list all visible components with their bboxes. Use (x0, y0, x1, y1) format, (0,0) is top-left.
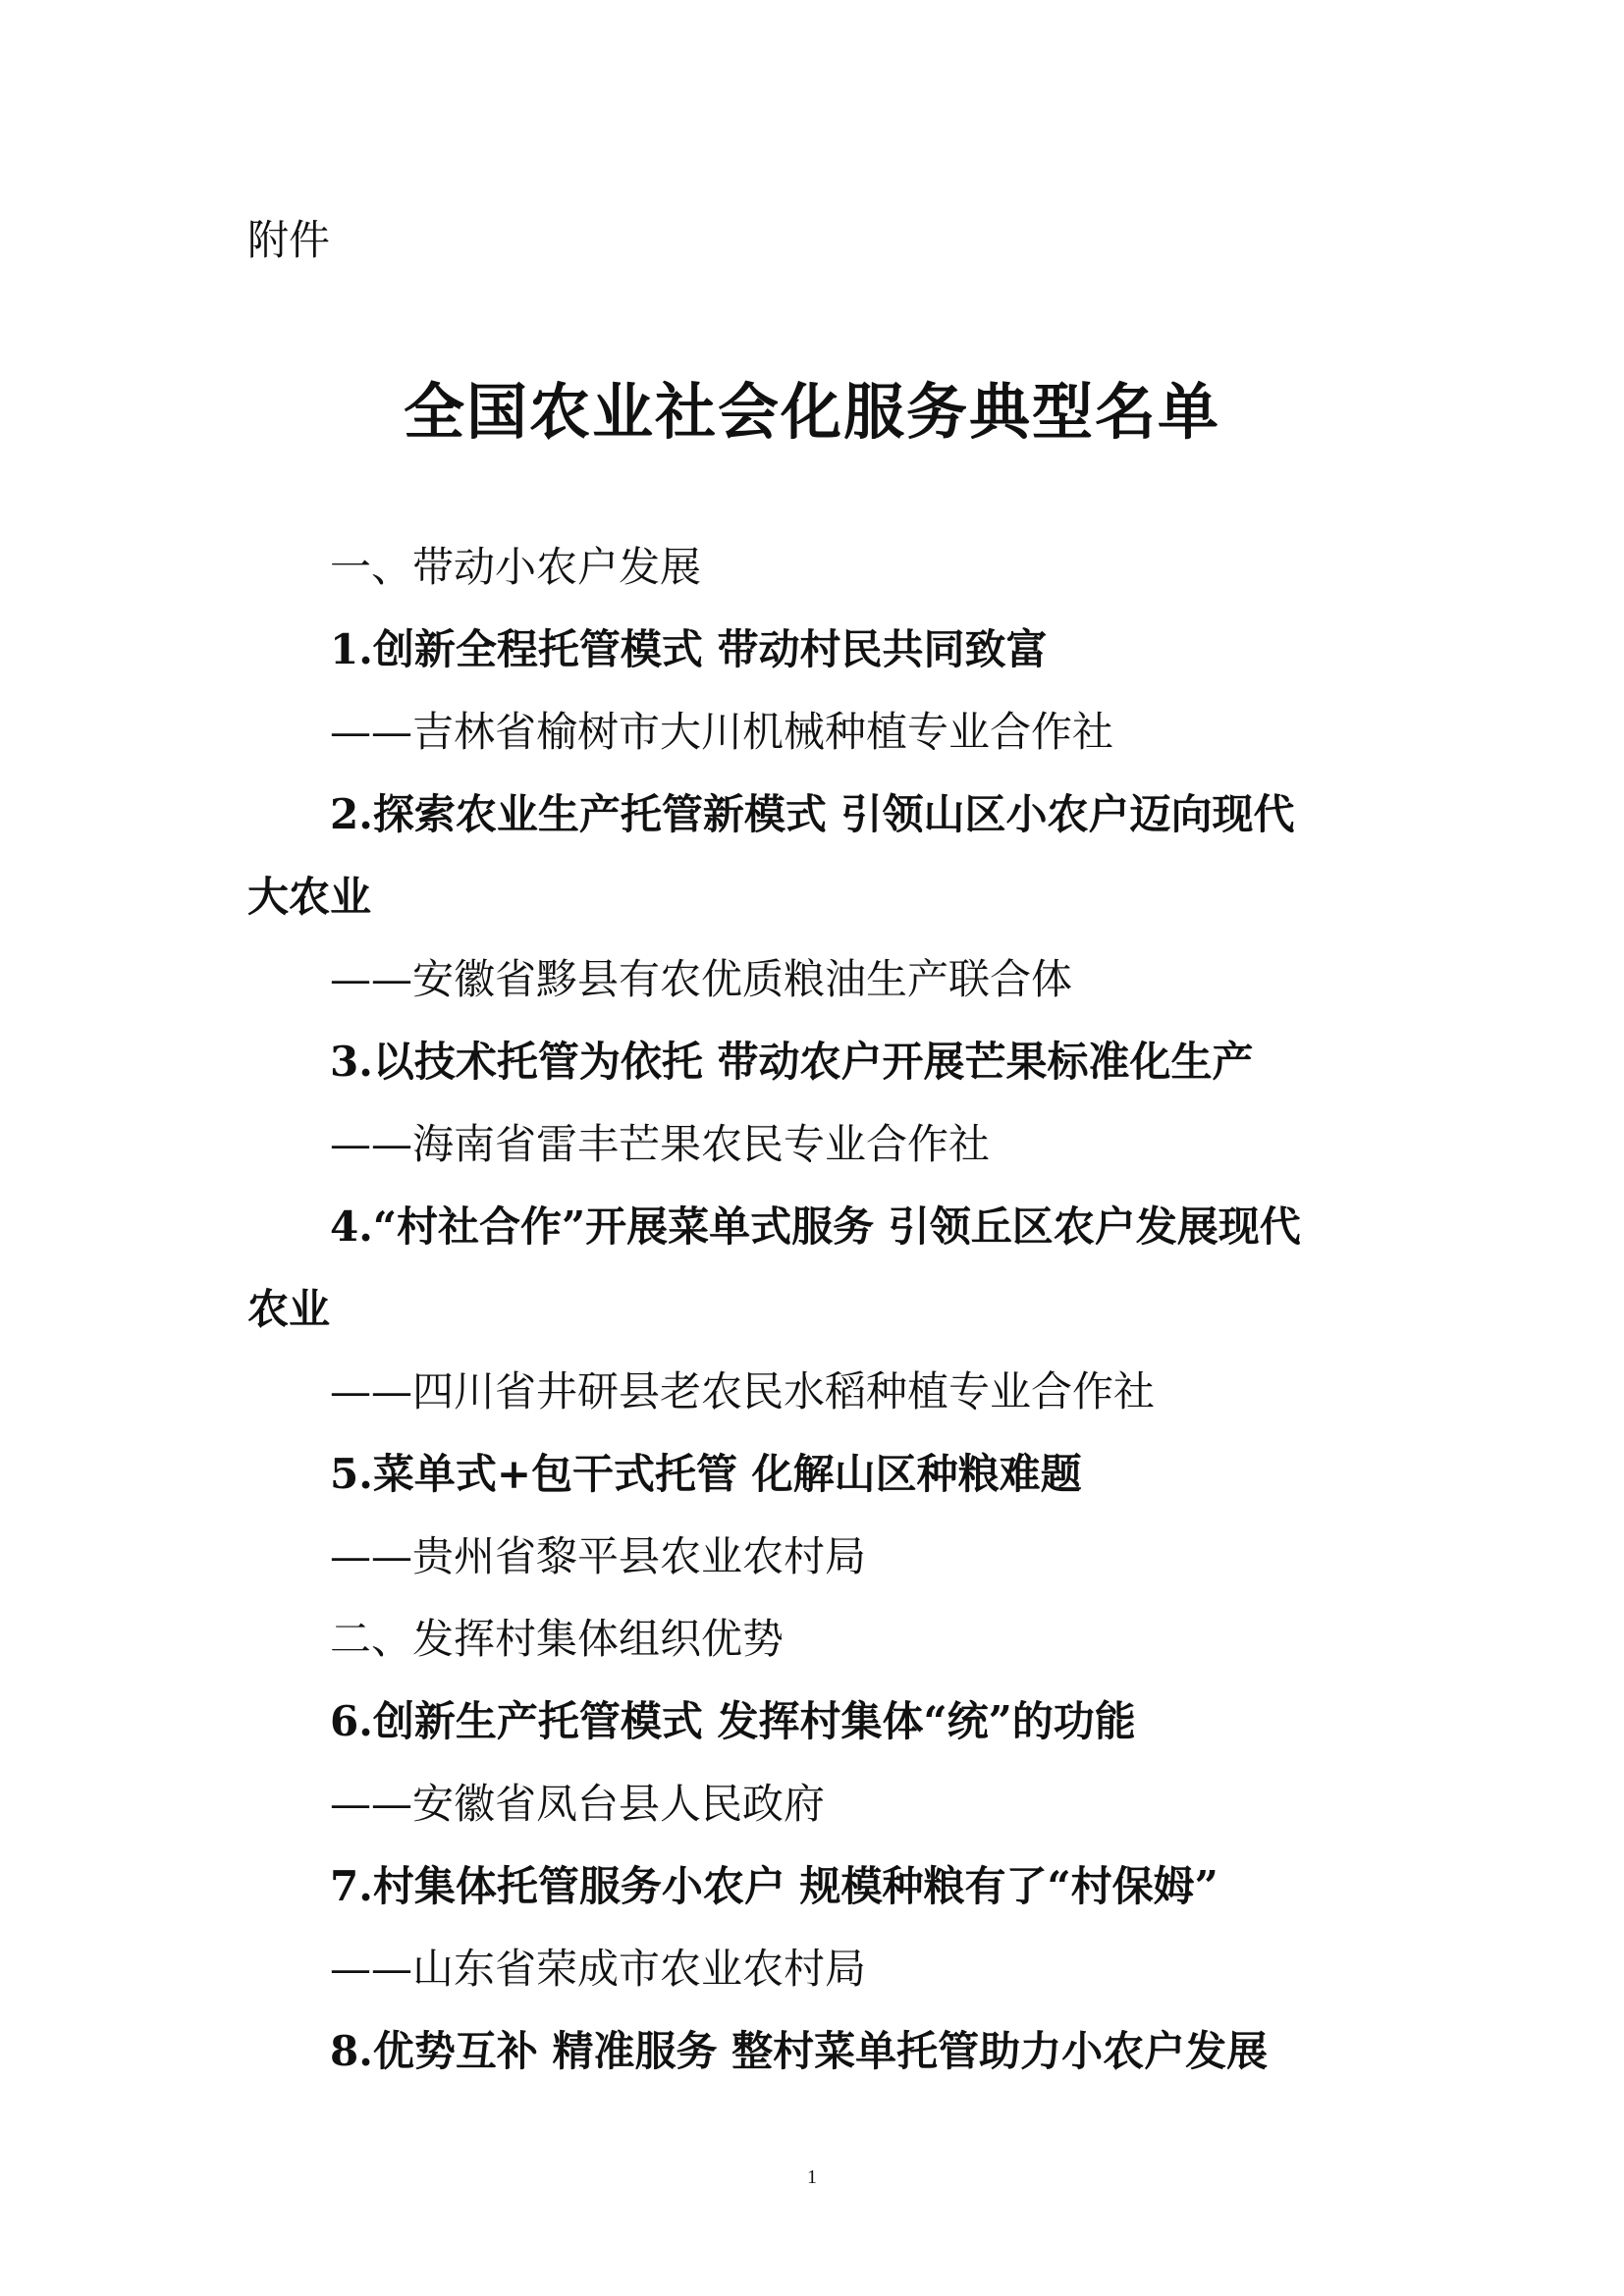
item-title: 6.创新生产托管模式 发挥村集体“统”的功能 (330, 1697, 1136, 1745)
item-organization: ——四川省井研县老农民水稻种植专业合作社 (330, 1367, 1156, 1415)
item-organization: ——安徽省黟县有农优质粮油生产联合体 (330, 955, 1073, 1003)
item-title: 4.“村社合作”开展菜单式服务 引领丘区农户发展现代 (330, 1202, 1301, 1251)
item-title: 2.探索农业生产托管新模式 引领山区小农户迈向现代 (330, 790, 1295, 838)
item-title-continuation: 农业 (247, 1285, 331, 1333)
item-title: 7.村集体托管服务小农户 规模种粮有了“村保姆” (330, 1862, 1218, 1910)
section-heading: 一、带动小农户发展 (330, 543, 702, 591)
item-organization: ——安徽省凤台县人民政府 (330, 1780, 826, 1828)
item-title: 3.以技术托管为依托 带动农户开展芒果标准化生产 (330, 1038, 1254, 1086)
item-title-continuation: 大农业 (247, 873, 372, 921)
document-title: 全国农业社会化服务典型名单 (403, 376, 1220, 448)
item-organization: ——海南省雷丰芒果农民专业合作社 (330, 1120, 991, 1168)
item-organization: ——山东省荣成市农业农村局 (330, 1945, 867, 1993)
attachment-label: 附件 (247, 216, 331, 264)
item-organization: ——贵州省黎平县农业农村局 (330, 1532, 867, 1580)
item-organization: ——吉林省榆树市大川机械种植专业合作社 (330, 708, 1114, 756)
item-title: 1.创新全程托管模式 带动村民共同致富 (330, 625, 1048, 673)
item-title: 8.优势互补 精准服务 整村菜单托管助力小农户发展 (330, 2027, 1269, 2075)
page-number: 1 (807, 2166, 817, 2188)
section-heading: 二、发挥村集体组织优势 (330, 1615, 785, 1663)
item-title: 5.菜单式+包干式托管 化解山区种粮难题 (330, 1450, 1082, 1498)
